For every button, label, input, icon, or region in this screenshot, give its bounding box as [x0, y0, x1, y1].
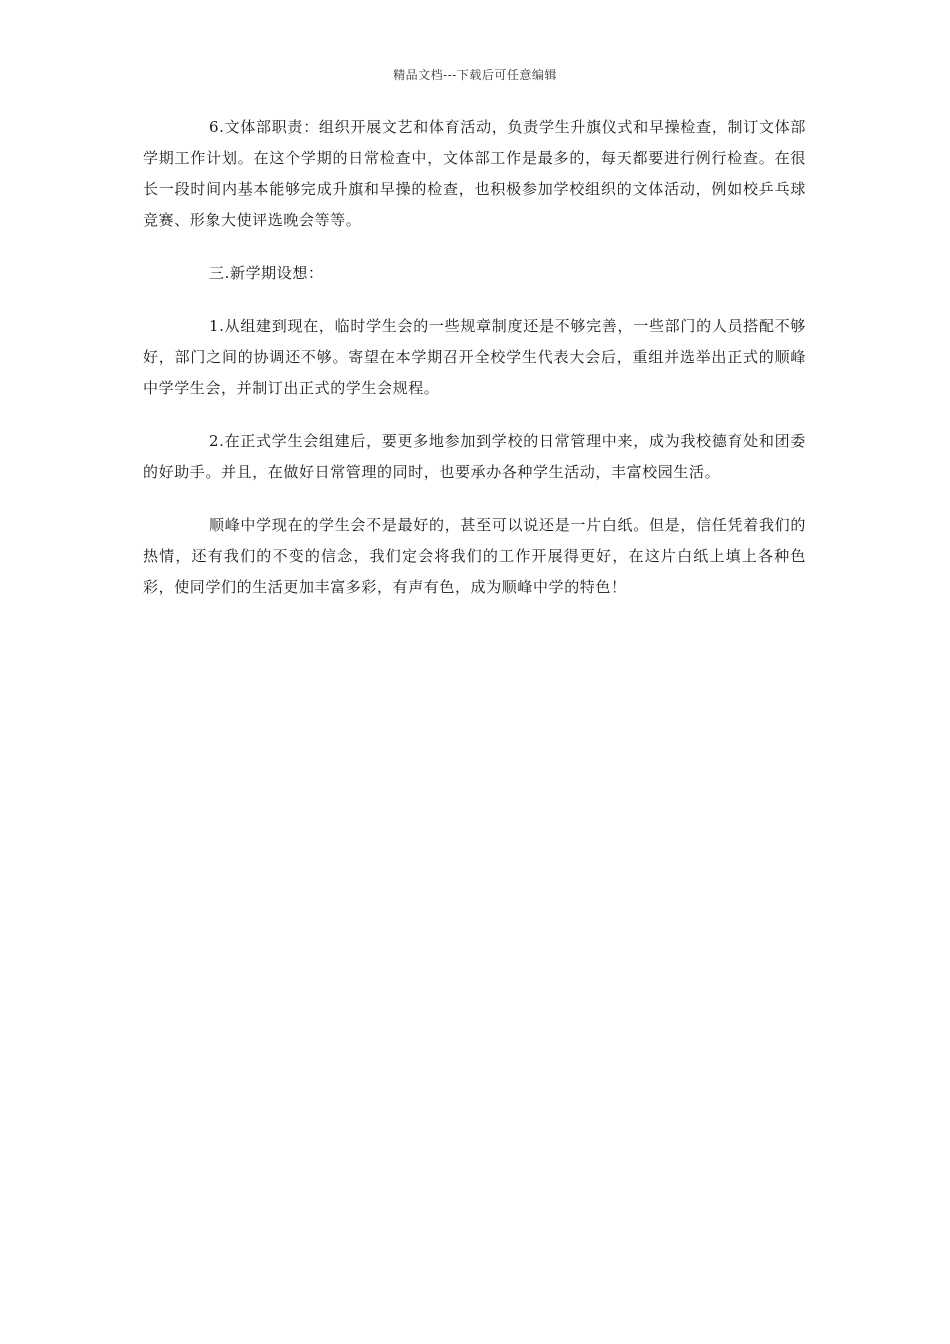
document-body [143, 112, 806, 625]
section-heading-new-term-plans: 三.新学期设想： [209, 264, 324, 282]
paragraph-plan-2: 2.在正式学生会组建后，要更多地参加到学校的日常管理中来，成为我校德育处和团委的好助手。并且，在做好日常管理的同时，也要承办各种学生活动，丰富校园生活。 [143, 432, 806, 481]
paragraph-plan-1: 1.从组建到现在，临时学生会的一些规章制度还是不够完善，一些部门的人员搭配不够好，部门之间的协调还不够。寄望在本学期召开全校学生代表大会后，重组并选举出正式的顺峰中学学生会，并制订出正式的学生会规程。 [143, 317, 806, 397]
paragraph-sports-dept-duties: 6.文体部职责：组织开展文艺和体育活动，负责学生升旗仪式和早操检查，制订文体部学期工作计划。在这个学期的日常检查中，文体部工作是最多的，每天都要进行例行检查。在很长一段时间内基本能够完成升旗和早操的检查，也积极参加学校组织的文体活动，例如校乒乓球竞赛、形象大使评选晚会等等。 [143, 118, 806, 229]
paragraph-conclusion: 顺峰中学现在的学生会不是最好的，甚至可以说还是一片白纸。但是，信任凭着我们的热情，还有我们的不变的信念，我们定会将我们的工作开展得更好，在这片白纸上填上各种色彩，使同学们的生活更加丰富多彩，有声有色，成为顺峰中学的特色！ [143, 516, 806, 596]
page-header: 精品文档---下载后可任意编辑 [393, 68, 557, 82]
